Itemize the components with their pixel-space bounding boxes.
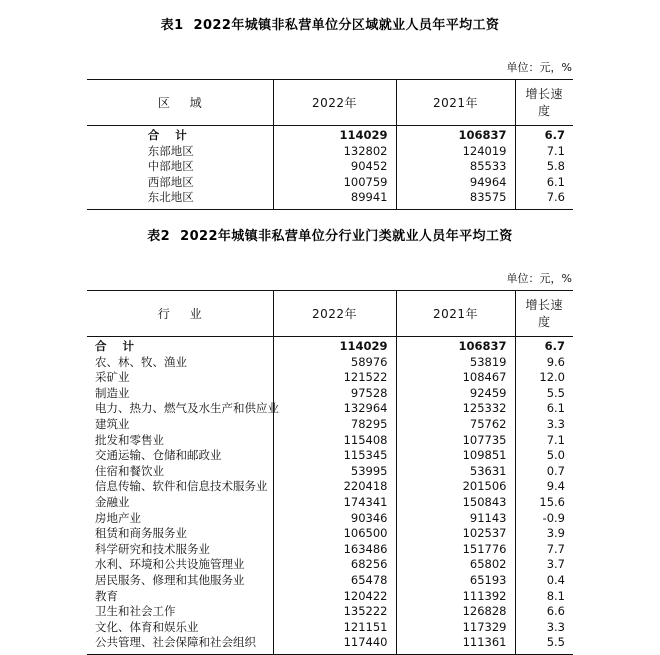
cell-2021: 201506	[396, 479, 515, 495]
table-row	[87, 159, 573, 175]
cell-2021: 65802	[396, 557, 515, 573]
table1-title-number: 表1	[160, 18, 184, 33]
table1-col-region: 区 域	[87, 80, 273, 126]
cell-2022: 100759	[273, 175, 396, 191]
cell-2021: 65193	[396, 573, 515, 589]
cell-2021: 92459	[396, 386, 515, 402]
row-label-text: 东部地区	[147, 143, 194, 158]
row-label	[87, 144, 273, 160]
cell-growth: 3.9	[515, 526, 573, 542]
table1-col-2021: 2021年	[396, 80, 515, 126]
cell-growth: 3.3	[515, 417, 573, 433]
cell-growth: 6.7	[515, 126, 573, 144]
table1-block	[0, 14, 660, 210]
cell-2021: 53631	[396, 464, 515, 480]
cell-growth: -0.9	[515, 511, 573, 527]
table-row	[87, 417, 573, 433]
table-row	[87, 355, 573, 371]
row-label: 住宿和餐饮业	[95, 463, 164, 478]
table-row	[87, 542, 573, 558]
table2-unit-note: 单位：元，%	[506, 272, 572, 285]
table-row	[87, 337, 573, 355]
cell-growth: 7.1	[515, 433, 573, 449]
cell-growth: 6.6	[515, 604, 573, 620]
cell-2022: 65478	[273, 573, 396, 589]
cell-2022: 106500	[273, 526, 396, 542]
cell-2022: 78295	[273, 417, 396, 433]
table1-unit-note: 单位：元，%	[506, 61, 572, 74]
cell-2021: 85533	[396, 159, 515, 175]
row-label	[87, 175, 273, 191]
table2-title	[0, 225, 660, 244]
cell-2022: 89941	[273, 190, 396, 209]
cell-2021: 53819	[396, 355, 515, 371]
table-row	[87, 401, 573, 417]
cell-growth: 0.4	[515, 573, 573, 589]
cell-2022: 90346	[273, 511, 396, 527]
table-row	[87, 464, 573, 480]
table-row	[87, 370, 573, 386]
table2-col-growth: 增长速度	[515, 291, 573, 337]
row-label: 房地产业	[95, 510, 141, 525]
cell-growth: 15.6	[515, 495, 573, 511]
row-label-text: 东北地区	[147, 190, 194, 205]
cell-2022: 117440	[273, 635, 396, 654]
row-label: 公共管理、社会保障和社会组织	[87, 635, 273, 654]
table1	[87, 79, 573, 210]
table-row	[87, 448, 573, 464]
cell-2022: 132964	[273, 401, 396, 417]
row-label: 农、林、牧、渔业	[95, 354, 187, 369]
cell-2022: 90452	[273, 159, 396, 175]
cell-growth: 0.7	[515, 464, 573, 480]
table1-title	[0, 14, 660, 33]
cell-2022: 114029	[273, 126, 396, 144]
cell-growth: 7.7	[515, 542, 573, 558]
cell-2022: 68256	[273, 557, 396, 573]
table-row	[87, 190, 573, 209]
row-label: 卫生和社会工作	[95, 604, 176, 619]
cell-2021: 75762	[396, 417, 515, 433]
cell-growth: 5.5	[515, 635, 573, 654]
table-row	[87, 635, 573, 654]
table1-body	[87, 126, 573, 210]
cell-growth: 6.7	[515, 337, 573, 355]
row-label-text: 西部地区	[147, 174, 194, 189]
row-label: 文化、体育和娱乐业	[95, 619, 199, 634]
row-label: 批发和零售业	[95, 432, 164, 447]
table-row	[87, 144, 573, 160]
table-row	[87, 589, 573, 605]
table-row	[87, 526, 573, 542]
cell-growth: 12.0	[515, 370, 573, 386]
cell-2022: 58976	[273, 355, 396, 371]
row-label: 居民服务、修理和其他服务业	[95, 572, 245, 587]
cell-growth: 5.8	[515, 159, 573, 175]
cell-2022: 115345	[273, 448, 396, 464]
table1-col-growth: 增长速度	[515, 80, 573, 126]
cell-2022: 114029	[273, 337, 396, 355]
cell-2021: 83575	[396, 190, 515, 209]
table1-col-2022: 2022年	[273, 80, 396, 126]
cell-2022: 120422	[273, 589, 396, 605]
cell-2022: 163486	[273, 542, 396, 558]
table-row	[87, 175, 573, 191]
cell-2021: 109851	[396, 448, 515, 464]
cell-2021: 107735	[396, 433, 515, 449]
cell-growth: 5.0	[515, 448, 573, 464]
table-row	[87, 433, 573, 449]
cell-2021: 111392	[396, 589, 515, 605]
cell-2022: 53995	[273, 464, 396, 480]
table-row	[87, 495, 573, 511]
cell-2021: 125332	[396, 401, 515, 417]
cell-2021: 111361	[396, 635, 515, 654]
row-label: 制造业	[95, 385, 130, 400]
cell-2022: 97528	[273, 386, 396, 402]
row-label-text: 中部地区	[147, 159, 194, 174]
cell-2021: 150843	[396, 495, 515, 511]
cell-growth: 8.1	[515, 589, 573, 605]
table2-col-2021: 2021年	[396, 291, 515, 337]
row-label: 合 计	[95, 339, 141, 353]
row-label: 教育	[95, 588, 118, 603]
table-row	[87, 479, 573, 495]
row-label: 采矿业	[95, 370, 130, 385]
table-row	[87, 557, 573, 573]
cell-2022: 174341	[273, 495, 396, 511]
cell-2022: 121522	[273, 370, 396, 386]
table-row	[87, 604, 573, 620]
cell-2021: 102537	[396, 526, 515, 542]
cell-2021: 106837	[396, 126, 515, 144]
cell-2022: 121151	[273, 620, 396, 636]
row-label	[87, 159, 273, 175]
table2-block	[0, 225, 660, 655]
cell-2021: 151776	[396, 542, 515, 558]
row-label-text: 合 计	[147, 128, 193, 142]
cell-2022: 115408	[273, 433, 396, 449]
table2-body	[87, 337, 573, 655]
cell-growth: 5.5	[515, 386, 573, 402]
cell-2021: 108467	[396, 370, 515, 386]
cell-growth: 6.1	[515, 401, 573, 417]
cell-growth: 7.1	[515, 144, 573, 160]
row-label: 交通运输、仓储和邮政业	[95, 448, 222, 463]
row-label: 金融业	[95, 494, 130, 509]
table-row	[87, 511, 573, 527]
cell-growth: 3.3	[515, 620, 573, 636]
table1-title-text: 2022年城镇非私营单位分区域就业人员年平均工资	[193, 18, 500, 33]
table2-col-industry: 行 业	[87, 291, 273, 337]
cell-2021: 117329	[396, 620, 515, 636]
table-row	[87, 386, 573, 402]
table2-title-number: 表2	[147, 229, 171, 244]
table-row	[87, 620, 573, 636]
cell-growth: 7.6	[515, 190, 573, 209]
cell-2021: 106837	[396, 337, 515, 355]
table-row	[87, 126, 573, 144]
row-label: 科学研究和技术服务业	[95, 541, 210, 556]
cell-2022: 135222	[273, 604, 396, 620]
cell-2022: 132802	[273, 144, 396, 160]
cell-growth: 3.7	[515, 557, 573, 573]
row-label: 水利、环境和公共设施管理业	[95, 557, 245, 572]
table2	[87, 290, 573, 655]
row-label: 租赁和商务服务业	[95, 526, 187, 541]
cell-2021: 91143	[396, 511, 515, 527]
cell-growth: 9.6	[515, 355, 573, 371]
cell-2021: 124019	[396, 144, 515, 160]
cell-2022: 220418	[273, 479, 396, 495]
row-label: 建筑业	[95, 416, 130, 431]
cell-growth: 6.1	[515, 175, 573, 191]
cell-2021: 126828	[396, 604, 515, 620]
row-label	[87, 190, 273, 209]
table1-header-row	[87, 80, 573, 126]
table2-title-text: 2022年城镇非私营单位分行业门类就业人员年平均工资	[180, 229, 513, 244]
row-label: 信息传输、软件和信息技术服务业	[95, 479, 268, 494]
table2-header-row	[87, 291, 573, 337]
row-label	[87, 126, 273, 144]
table2-col-2022: 2022年	[273, 291, 396, 337]
table-row	[87, 573, 573, 589]
row-label: 电力、热力、燃气及水生产和供应业	[95, 401, 279, 416]
cell-2021: 94964	[396, 175, 515, 191]
cell-growth: 9.4	[515, 479, 573, 495]
